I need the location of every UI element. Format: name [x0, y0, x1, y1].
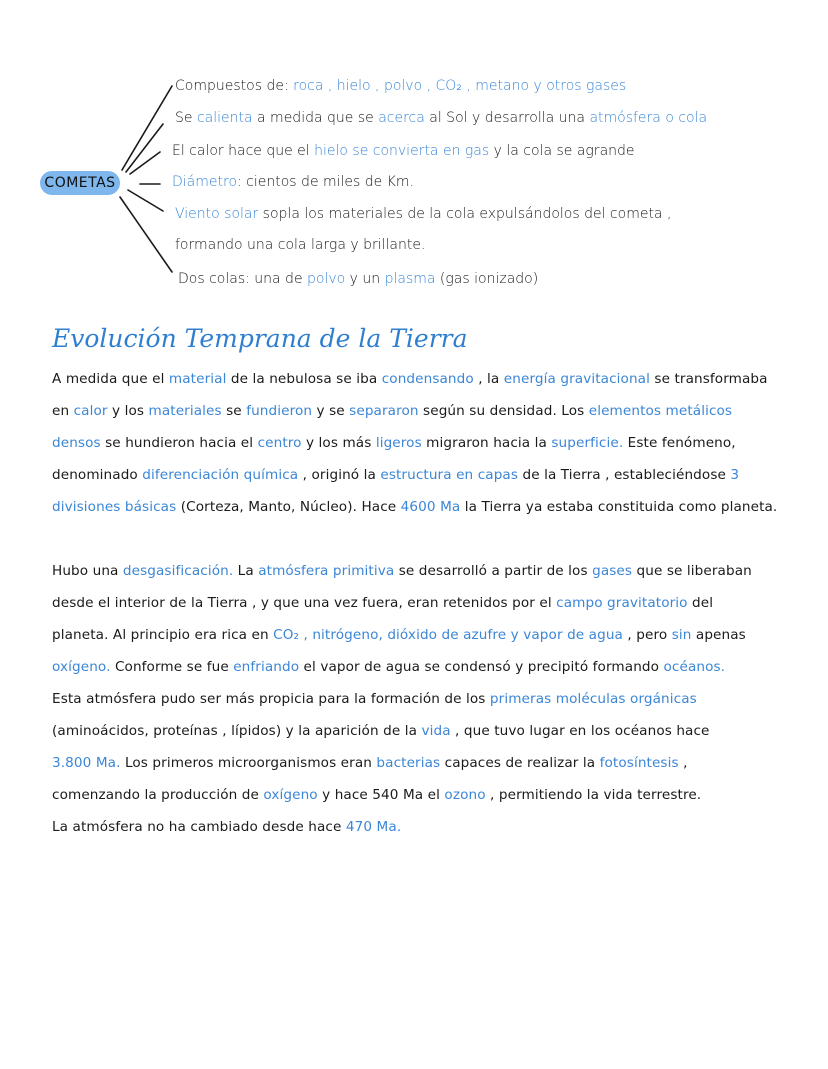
highlighted-term: divisiones básicas: [52, 499, 177, 515]
text-line: [52, 747, 782, 779]
branch-item: [175, 235, 425, 255]
text-run: de la nebulosa se iba: [226, 371, 382, 387]
paragraph-atmosfera: [52, 555, 782, 843]
highlighted-term: diferenciación química: [142, 467, 299, 483]
highlighted-term: enfriando: [233, 659, 300, 675]
highlighted-term: ozono: [444, 787, 486, 803]
text-run: ,: [678, 755, 688, 771]
text-line: [52, 715, 782, 747]
text-line: [52, 427, 782, 459]
highlighted-term: densos: [52, 435, 101, 451]
highlighted-term: acerca: [378, 110, 425, 126]
highlighted-term: sin: [671, 627, 692, 643]
highlighted-term: superficie.: [551, 435, 624, 451]
text-run: , la: [473, 371, 504, 387]
text-run: y un: [345, 271, 385, 287]
text-run: según su densidad. Los: [418, 403, 589, 419]
highlighted-term: campo gravitatorio: [556, 595, 688, 611]
text-run: que se liberaban: [632, 563, 752, 579]
text-run: se transformaba: [649, 371, 768, 387]
section-title: Evolución Temprana de la Tierra: [52, 324, 468, 353]
branch-item: [175, 108, 707, 128]
text-run: se desarrolló a partir de los: [394, 563, 593, 579]
text-line: [52, 459, 782, 491]
text-run: de la Tierra , estableciéndose: [518, 467, 731, 483]
text-line: [52, 683, 782, 715]
text-run: sopla los materiales de la cola expulsándolos del cometa ,: [258, 206, 672, 222]
highlighted-term: vida: [421, 723, 451, 739]
text-run: La atmósfera no ha cambiado desde hace: [52, 819, 346, 835]
text-run: A medida que el: [52, 371, 169, 387]
text-run: Los primeros microorganismos eran: [120, 755, 377, 771]
text-run: , que tuvo lugar en los océanos hace: [450, 723, 710, 739]
text-run: Dos colas: una de: [178, 271, 308, 287]
text-run: comenzando la producción de: [52, 787, 264, 803]
text-line: [52, 555, 782, 587]
text-line: [52, 651, 782, 683]
text-run: migraron hacia la: [421, 435, 552, 451]
highlighted-term: oxígeno.: [52, 659, 111, 675]
highlighted-term: atmósfera o cola: [589, 110, 708, 126]
text-run: La: [233, 563, 259, 579]
text-run: y se: [312, 403, 350, 419]
text-line: [52, 491, 782, 523]
highlighted-term: Diámetro: [172, 174, 238, 190]
cometas-mind-map: [0, 0, 828, 310]
text-run: formando una cola larga y brillante.: [175, 237, 426, 253]
highlighted-term: bacterias: [376, 755, 441, 771]
branch-item: [178, 269, 538, 289]
text-run: Se: [175, 110, 197, 126]
text-run: a medida que se: [252, 110, 379, 126]
text-run: : cientos de miles de Km.: [237, 174, 414, 190]
cometas-badge: COMETAS: [40, 171, 120, 195]
text-run: El calor hace que el: [172, 143, 315, 159]
text-run: y los más: [301, 435, 376, 451]
text-run: (aminoácidos, proteínas , lípidos) y la aparición de la: [52, 723, 422, 739]
text-run: denominado: [52, 467, 143, 483]
highlighted-term: separaron: [349, 403, 419, 419]
branch-item: [175, 76, 626, 96]
paragraph-diferenciacion: [52, 363, 782, 523]
highlighted-term: material: [168, 371, 227, 387]
highlighted-term: condensando: [381, 371, 474, 387]
highlighted-term: fundieron: [246, 403, 313, 419]
text-run: , permitiendo la vida terrestre.: [485, 787, 702, 803]
highlighted-term: desgasificación.: [122, 563, 234, 579]
highlighted-term: plasma: [384, 271, 436, 287]
text-run: en: [52, 403, 74, 419]
text-run: Conforme se fue: [110, 659, 234, 675]
text-run: Compuestos de:: [175, 78, 294, 94]
highlighted-term: elementos metálicos: [588, 403, 733, 419]
text-run: se hundieron hacia el: [100, 435, 258, 451]
highlighted-term: Viento solar: [175, 206, 259, 222]
text-run: al Sol y desarrolla una: [424, 110, 590, 126]
text-run: y la cola se agrande: [489, 143, 635, 159]
text-run: , pero: [623, 627, 672, 643]
text-run: desde el interior de la Tierra , y que una vez fuera, eran retenidos por el: [52, 595, 557, 611]
highlighted-term: ligeros: [375, 435, 422, 451]
text-run: planeta. Al principio era rica en: [52, 627, 274, 643]
text-run: se: [221, 403, 247, 419]
text-run: , originó la: [298, 467, 381, 483]
highlighted-term: calor: [73, 403, 108, 419]
highlighted-term: polvo: [307, 271, 346, 287]
highlighted-term: 3.800 Ma.: [52, 755, 121, 771]
highlighted-term: atmósfera primitiva: [258, 563, 395, 579]
text-line: [52, 395, 782, 427]
text-line: [52, 363, 782, 395]
text-run: (Corteza, Manto, Núcleo). Hace: [176, 499, 401, 515]
branch-item: [172, 172, 414, 192]
text-line: [52, 811, 782, 843]
text-run: Este fenómeno,: [623, 435, 736, 451]
text-run: Esta atmósfera pudo ser más propicia para la formación de los: [52, 691, 490, 707]
highlighted-term: energía gravitacional: [503, 371, 650, 387]
text-run: apenas: [691, 627, 746, 643]
highlighted-term: fotosíntesis: [599, 755, 679, 771]
branch-item: [172, 141, 635, 161]
highlighted-term: calienta: [196, 110, 253, 126]
highlighted-term: roca , hielo , polvo , CO₂ , metano y otros gases: [293, 78, 627, 94]
highlighted-term: 3: [730, 467, 740, 483]
text-run: Hubo una: [52, 563, 123, 579]
highlighted-term: centro: [257, 435, 302, 451]
highlighted-term: primeras moléculas orgánicas: [489, 691, 697, 707]
text-line: [52, 587, 782, 619]
highlighted-term: oxígeno: [263, 787, 318, 803]
text-line: [52, 619, 782, 651]
text-line: [52, 779, 782, 811]
text-run: capaces de realizar la: [440, 755, 600, 771]
highlighted-term: 470 Ma.: [345, 819, 402, 835]
text-run: y hace 540 Ma el: [317, 787, 445, 803]
text-run: (gas ionizado): [435, 271, 539, 287]
highlighted-term: materiales: [148, 403, 222, 419]
highlighted-term: 4600 Ma: [400, 499, 461, 515]
text-run: del: [687, 595, 714, 611]
text-run: la Tierra ya estaba constituida como planeta.: [460, 499, 778, 515]
highlighted-term: estructura en capas: [380, 467, 519, 483]
highlighted-term: océanos.: [663, 659, 726, 675]
text-run: el vapor de agua se condensó y precipitó formando: [299, 659, 664, 675]
highlighted-term: CO₂ , nitrógeno, dióxido de azufre y vapor de agua: [273, 627, 623, 643]
text-run: y los: [107, 403, 149, 419]
highlighted-term: gases: [592, 563, 633, 579]
branch-item: [175, 204, 671, 224]
highlighted-term: hielo se convierta en gas: [314, 143, 490, 159]
